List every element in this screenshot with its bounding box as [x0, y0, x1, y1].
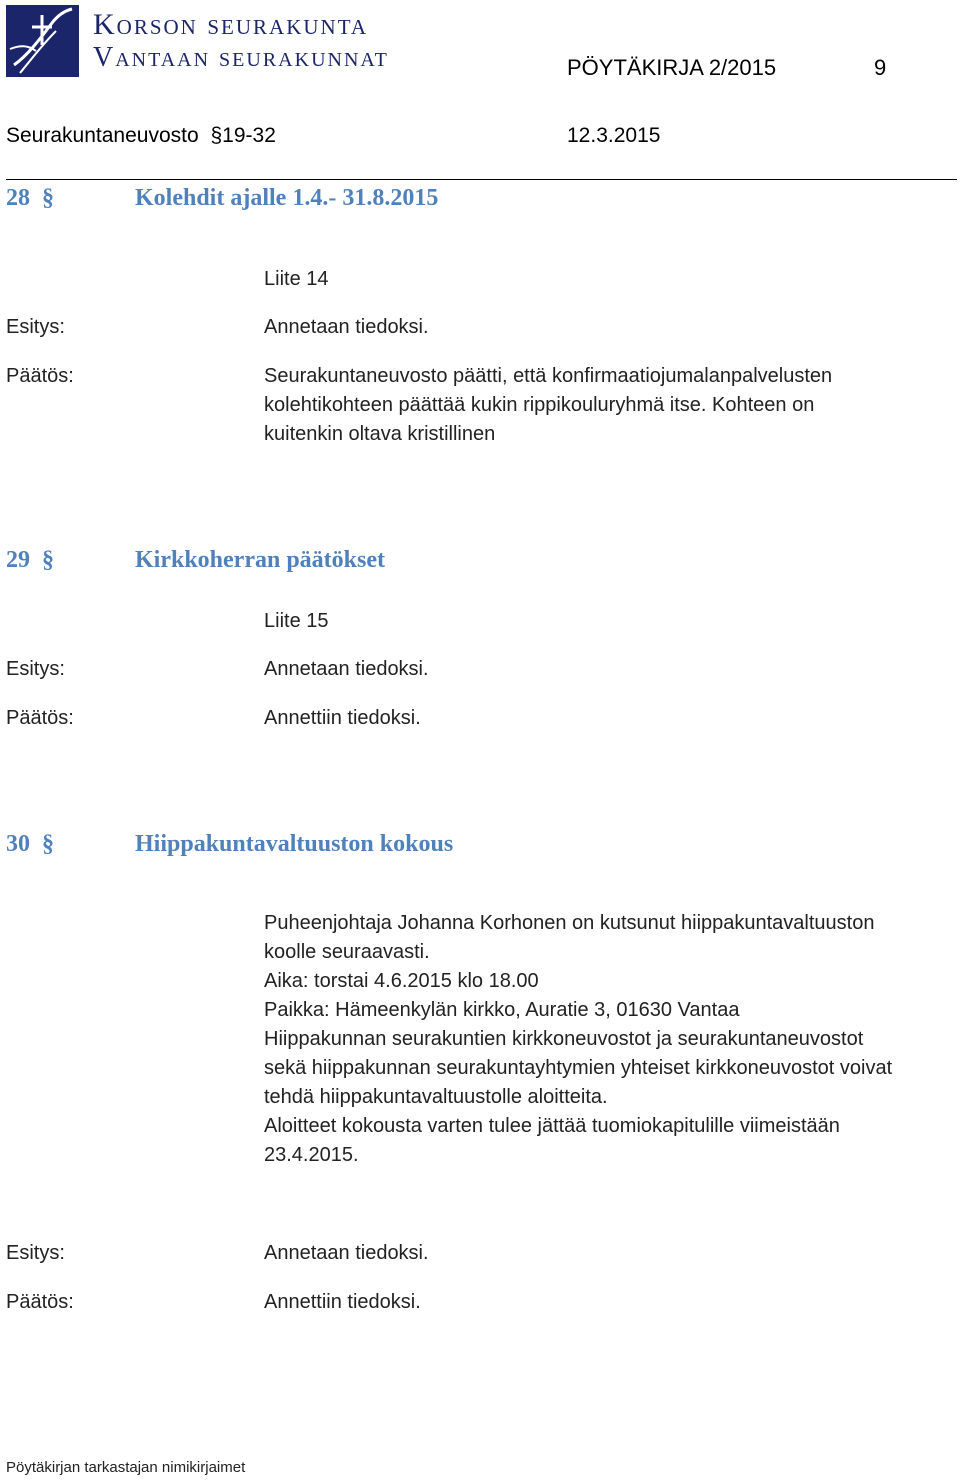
section-30-proposal-label: Esitys: [6, 1242, 65, 1264]
section-range: 19-32 [222, 124, 276, 147]
body-line: Aloitteet kokousta varten tulee jättää tuomiokapitulille viimeistään [264, 1115, 840, 1137]
body-line: tehdä hiippakuntavaltuustolle aloitteita. [264, 1086, 608, 1108]
section-sign: § [42, 185, 54, 211]
section-30-decision: Annettiin tiedoksi. [264, 1291, 421, 1313]
body-line: Aika: torstai 4.6.2015 klo 18.00 [264, 970, 539, 992]
section-sign: § [210, 124, 223, 147]
decision-line: Seurakuntaneuvosto päätti, että konfirmaatiojumalanpalvelusten [264, 365, 833, 387]
section-28-decision-label: Päätös: [6, 365, 74, 387]
section-30-proposal: Annetaan tiedoksi. [264, 1242, 429, 1264]
meeting-organ [6, 124, 276, 148]
header-divider [6, 179, 957, 180]
section-28-proposal: Annetaan tiedoksi. [264, 316, 429, 338]
footer-initials-note: Pöytäkirjan tarkastajan nimikirjaimet [6, 1459, 246, 1476]
body-line: sekä hiippakunnan seurakuntayhtymien yhteiset kirkkoneuvostot voivat [264, 1057, 893, 1079]
body-line: 23.4.2015. [264, 1144, 359, 1166]
section-30-body [264, 909, 958, 1170]
body-line: Puheenjohtaja Johanna Korhonen on kutsunut hiippakuntavaltuuston [264, 912, 875, 934]
section-28-title: Kolehdit ajalle 1.4.- 31.8.2015 [135, 185, 439, 211]
section-30-number [6, 831, 54, 858]
decision-line: kolehtikohteen päättää kukin rippikouluryhmä itse. Kohteen on [264, 394, 815, 416]
logo-text-line-2: Vantaan seurakunnat [93, 42, 389, 73]
section-29-title: Kirkkoherran päätökset [135, 547, 386, 573]
section-sign: § [42, 831, 54, 857]
section-number: 28 [6, 185, 30, 211]
section-29-proposal-label: Esitys: [6, 658, 65, 680]
section-number: 30 [6, 831, 30, 857]
section-28-proposal-label: Esitys: [6, 316, 65, 338]
logo-text-line-1: Korson seurakunta [93, 8, 369, 41]
section-sign: § [42, 547, 54, 573]
section-28-number [6, 185, 54, 212]
section-30-title: Hiippakuntavaltuuston kokous [135, 831, 454, 857]
body-line: Hiippakunnan seurakuntien kirkkoneuvostot ja seurakuntaneuvostot [264, 1028, 864, 1050]
section-30-decision-label: Päätös: [6, 1291, 74, 1313]
section-28-attachment: Liite 14 [264, 268, 329, 290]
section-29-number [6, 547, 54, 574]
body-line: Paikka: Hämeenkylän kirkko, Auratie 3, 01630 Vantaa [264, 999, 740, 1021]
document-title: PÖYTÄKIRJA 2/2015 [567, 55, 777, 80]
meeting-date: 12.3.2015 [567, 124, 661, 147]
body-line: koolle seuraavasti. [264, 941, 430, 963]
section-29-decision: Annettiin tiedoksi. [264, 707, 421, 729]
page-number: 9 [874, 55, 887, 80]
decision-line: kuitenkin oltava kristillinen [264, 423, 496, 445]
section-29-decision-label: Päätös: [6, 707, 74, 729]
organ-name: Seurakuntaneuvosto [6, 124, 199, 147]
section-number: 29 [6, 547, 30, 573]
section-29-proposal: Annetaan tiedoksi. [264, 658, 429, 680]
parish-logo-icon [6, 5, 79, 77]
section-29-attachment: Liite 15 [264, 610, 329, 632]
section-28-decision [264, 362, 958, 449]
